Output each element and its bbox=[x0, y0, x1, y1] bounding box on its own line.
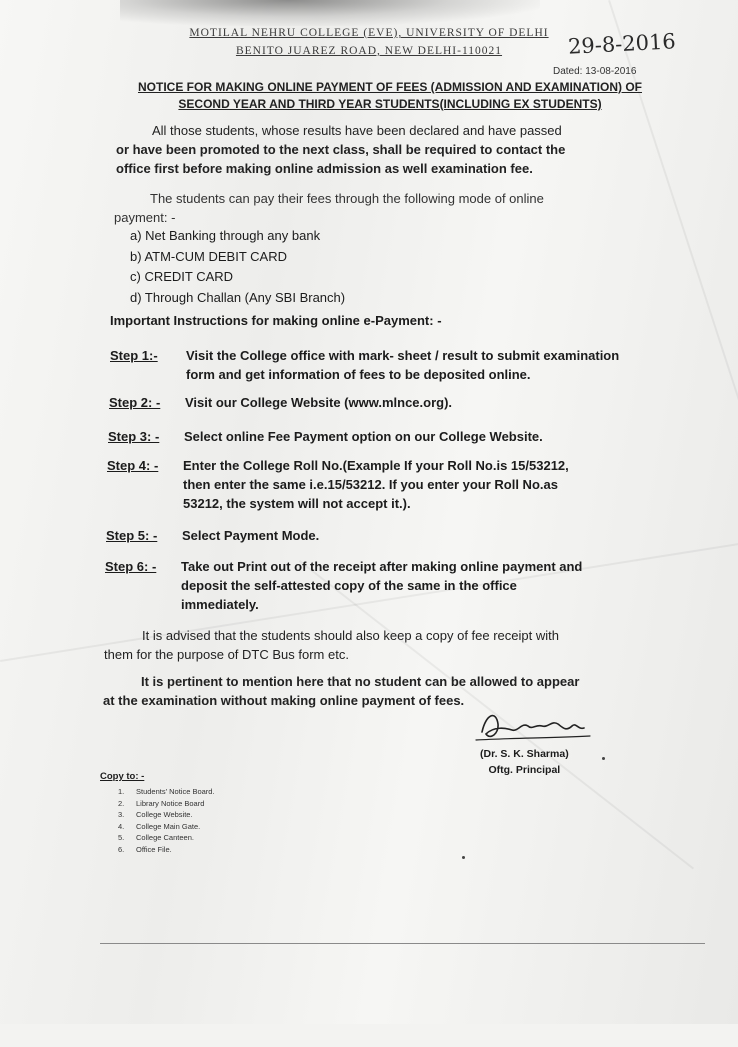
handwritten-date: 29-8-2016 bbox=[567, 29, 677, 59]
step-line: Enter the College Roll No.(Example If your Roll No.is 15/53212, bbox=[183, 458, 569, 473]
payment-intro-line: The students can pay their fees through the following mode of online bbox=[150, 191, 544, 206]
payment-mode-item: d) Through Challan (Any SBI Branch) bbox=[130, 289, 346, 305]
step-line: Take out Print out of the receipt after making online payment and bbox=[181, 559, 583, 574]
payment-intro bbox=[114, 189, 674, 227]
notice-date: Dated: 13-08-2016 bbox=[553, 66, 637, 77]
intro-line: or have been promoted to the next class, shall be required to contact the bbox=[116, 142, 566, 157]
step-line: Select Payment Mode. bbox=[182, 528, 320, 543]
signatory-designation: Oftg. Principal bbox=[488, 764, 561, 776]
title-line: NOTICE FOR MAKING ONLINE PAYMENT OF FEES (ADMISSION AND EXAMINATION) OF bbox=[137, 80, 642, 94]
step-label: Step 5: - bbox=[106, 528, 158, 543]
step-line: Visit our College Website (www.mlnce.org). bbox=[185, 395, 453, 410]
payment-mode-item: a) Net Banking through any bank bbox=[130, 228, 321, 243]
payment-intro-line: payment: - bbox=[114, 210, 176, 225]
list-text: Office File. bbox=[136, 844, 172, 854]
list-item bbox=[118, 832, 215, 844]
list-number: 5. bbox=[118, 833, 125, 842]
list-number: 1. bbox=[118, 787, 125, 796]
signatory-block bbox=[480, 746, 569, 778]
step-text bbox=[183, 456, 697, 513]
intro-paragraph bbox=[116, 121, 676, 178]
bottom-divider bbox=[100, 943, 705, 944]
advice-line: It is advised that the students should also keep a copy of fee receipt with bbox=[142, 628, 559, 643]
step-text bbox=[181, 557, 695, 614]
advice-line: them for the purpose of DTC Bus form etc. bbox=[104, 647, 349, 662]
copy-to-list bbox=[118, 786, 215, 855]
step-label: Step 4: - bbox=[107, 458, 159, 473]
step-line: Visit the College office with mark- sheet / result to submit examination bbox=[186, 348, 620, 363]
payment-mode-item: c) CREDIT CARD bbox=[130, 269, 234, 284]
list-item bbox=[118, 809, 215, 821]
step-text bbox=[185, 393, 699, 412]
step-line: then enter the same i.e.15/53212. If you enter your Roll No.as bbox=[183, 477, 558, 492]
notice-title bbox=[110, 79, 670, 113]
step-label: Step 6: - bbox=[105, 559, 157, 574]
list-number: 6. bbox=[118, 844, 125, 854]
list-item bbox=[118, 786, 215, 798]
ink-dot bbox=[602, 757, 605, 760]
list-text: College Canteen. bbox=[136, 833, 194, 842]
list-text: Students' Notice Board. bbox=[136, 787, 215, 796]
instructions-heading: Important Instructions for making online e-Payment: - bbox=[110, 313, 442, 328]
payment-mode-item: b) ATM-CUM DEBIT CARD bbox=[130, 248, 287, 264]
list-number: 3. bbox=[118, 810, 125, 819]
list-text: College Main Gate. bbox=[136, 821, 201, 831]
signatory-name: (Dr. S. K. Sharma) bbox=[480, 748, 569, 760]
step-line: immediately. bbox=[181, 597, 259, 612]
advice-paragraph bbox=[104, 626, 684, 664]
ink-dot bbox=[462, 856, 465, 859]
step-line: deposit the self-attested copy of the same in the office bbox=[181, 578, 517, 593]
list-item bbox=[118, 844, 215, 856]
step-label: Step 1:- bbox=[110, 348, 158, 363]
list-item bbox=[118, 821, 215, 833]
scan-shadow bbox=[120, 0, 540, 26]
pertinent-line: It is pertinent to mention here that no student can be allowed to appear bbox=[141, 674, 580, 689]
step-label: Step 3: - bbox=[108, 429, 160, 444]
step-text bbox=[184, 427, 698, 446]
payment-modes-list bbox=[130, 226, 345, 308]
step-line: form and get information of fees to be deposited online. bbox=[186, 367, 531, 382]
list-text: Library Notice Board bbox=[136, 798, 205, 808]
principal-signature bbox=[472, 702, 602, 750]
step-text bbox=[186, 346, 700, 384]
title-line: SECOND YEAR AND THIRD YEAR STUDENTS(INCLUDING EX STUDENTS) bbox=[178, 97, 602, 111]
intro-line: All those students, whose results have been declared and have passed bbox=[152, 123, 562, 138]
step-label: Step 2: - bbox=[109, 395, 161, 410]
copy-to-heading: Copy to: - bbox=[100, 771, 145, 782]
intro-line: office first before making online admission as well examination fee. bbox=[116, 161, 533, 176]
list-text: College Website. bbox=[136, 810, 193, 819]
list-number: 4. bbox=[118, 821, 125, 831]
list-number: 2. bbox=[118, 798, 125, 808]
step-line: 53212, the system will not accept it.). bbox=[183, 496, 411, 511]
step-line: Select online Fee Payment option on our College Website. bbox=[184, 429, 543, 444]
step-text bbox=[182, 526, 696, 545]
college-name: MOTILAL NEHRU COLLEGE (EVE), UNIVERSITY OF DELHI bbox=[189, 27, 549, 39]
list-item bbox=[118, 798, 215, 810]
pertinent-line: at the examination without making online payment of fees. bbox=[103, 693, 465, 708]
college-address: BENITO JUAREZ ROAD, NEW DELHI-110021 bbox=[235, 45, 503, 57]
